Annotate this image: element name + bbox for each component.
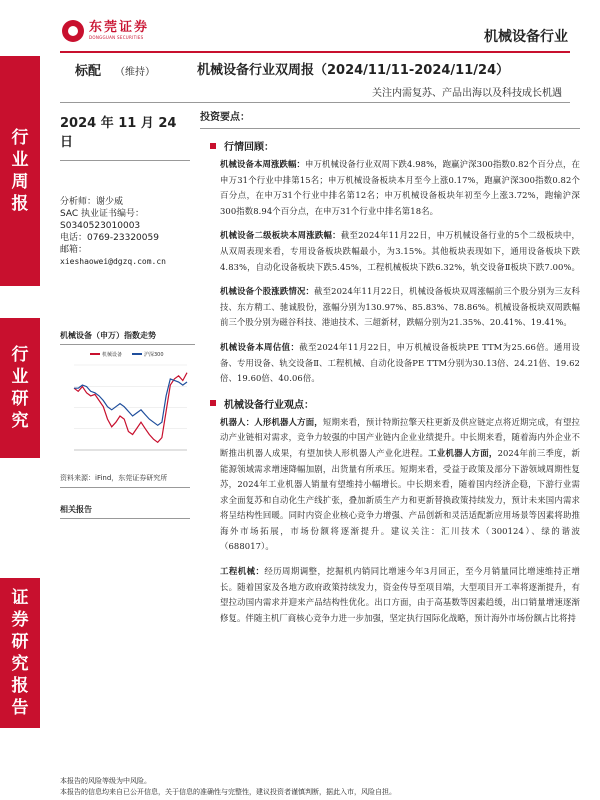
para-lead: 机械设备二级板块本周涨跌幅： [220,230,341,241]
band-char: 究 [11,654,29,674]
industry-tag: 机械设备行业 [484,29,568,45]
legend-label: 沪深300 [144,352,164,358]
legend-label: 机械设备 [102,352,123,358]
logo-name-cn: 东莞证券 [89,20,150,35]
title-divider [60,102,570,103]
paragraph-subsector-change [220,228,580,275]
left-column [60,108,190,268]
paragraph-construction-machinery [220,564,580,626]
section-title: 行情回顾： [224,142,274,153]
report-date: 2024 年 11 月 24 日 [60,116,177,150]
chart-source: 资料来源：iFind，东莞证券研究所 [60,474,168,482]
disclaimer-line: 本报告的风险等级为中风险。 [60,777,151,785]
analyst-info [60,196,190,268]
company-logo [62,20,149,42]
band-char: 周 [11,172,29,192]
paragraph-valuation [220,340,580,387]
para-lead: 机械设备本周估值： [220,341,300,352]
band-char: 业 [11,150,29,170]
source-divider [60,487,190,488]
side-band-industry-research [0,318,40,458]
related-reports-heading: 相关报告 [60,505,92,514]
band-char: 研 [11,632,29,652]
paragraph-robots [220,415,580,555]
band-char: 业 [11,367,29,387]
band-char: 报 [11,676,29,696]
main-content [200,108,580,626]
bullet-square-icon [210,143,216,149]
section-title: 机械设备行业观点： [224,399,314,411]
logo-mark-icon [62,20,84,42]
chart-title: 机械设备（申万）指数走势 [60,330,195,345]
side-band-weekly-report [0,56,40,286]
side-band-securities-report [0,578,40,728]
para-lead: 机械设备本周涨跌幅： [220,159,306,169]
disclaimer-line: 本报告的信息均来自已公开信息，关于信息的准确性与完整性，建议投资者谨慎判断，据此入市，风险自担。 [60,788,396,796]
paragraph-stock-moves [220,284,580,331]
para-lead: 机械设备个股涨跌情况： [220,286,315,297]
analyst-sac-number: S0340523010003 [60,221,141,231]
report-title: 机械设备行业双周报（2024/11/11-2024/11/24） [197,63,510,78]
investment-highlights-heading: 投资要点： [200,108,580,129]
rating-status: （维持） [115,67,156,78]
header-divider [60,51,570,53]
para-lead: 工程机械： [220,566,265,577]
band-char: 报 [11,194,29,214]
bullet-square-icon [210,400,216,406]
rating [75,60,155,79]
para-lead: 工业机器人方面， [428,447,498,458]
related-divider [60,518,190,519]
band-char: 研 [11,389,29,409]
analyst-email-label: 邮箱： [60,245,88,255]
para-body: 2024年前三季度，新能源领域需求增速降幅加剧，出货量有所承压。短期来看，受益于政策及部分下游领域周期性复苏，2024年工业机器人销量有望维持小幅增长。中长期来看，随着国内经济企稳，下游行业需求全面复苏和自动化生产线扩张，叠加新质生产力和更新替换政策持续发力，预计未来国内需求将呈结构性回暖。同时内资企业核心竞争力增强、产品创新和灵活适配新应用场景等因素将助推海外市场拓展，市场份额将逐渐提升。建议关注：汇川技术（300124）、绿的谐波（688017）。 [220,447,580,552]
date-divider [60,160,190,161]
risk-disclaimer [60,776,396,798]
band-char: 券 [11,610,29,630]
analyst-name: 分析师：谢少威 [60,197,124,207]
band-char: 告 [11,698,29,718]
para-body: 截至2024年11月22日，机械设备板块双周涨幅前三个股分别为三友科技、东方精工、驰诚股份，涨幅分别为130.97%、85.83%、78.86%。机械设备板块双周跌幅前三个股分别为磁谷科技、港迪技术、三超新材，跌幅分别为21.35%、20.41%、19.41%。 [220,286,580,328]
analyst-sac-label: SAC 执业证书编号： [60,209,145,219]
analyst-phone: 电话：0769-23320059 [60,233,159,243]
section-industry-views [200,396,580,411]
rating-label: 标配 [75,64,102,79]
para-body: 截至2024年11月22日，申万机械设备板块PE TTM为25.66倍。通用设备、专用设备、轨交设备Ⅱ、工程机械、自动化设备PE TTM分别为30.13倍、24.21倍、19.62倍、19.60倍、40.06倍。 [220,341,580,384]
paragraph-weekly-change [220,157,580,219]
para-body: 短期来看，预计特斯拉擎天柱更新及供应链定点将近期完成，有望拉动产业链相对需求，竞争力较强的中国产业链内企业业绩提升。中长期来看，随着海内外企业不断推出机器人成果，有望加快人形机器人产业化进程。 [220,416,581,458]
section-market-review [200,138,580,153]
para-body: 截至2024年11月22日，申万机械设备行业的5个二级板块中，从双周表现来看，专用设备板块跌幅最小，为3.15%。其他板块表现如下，通用设备板块下跌4.83%，自动化设备板块下跌5.45%，工程机械板块下跌6.32%，轨交设备Ⅱ板块下跌7.00%。 [220,230,580,272]
band-char: 行 [11,345,29,365]
index-chart [60,330,195,474]
analyst-email[interactable]: xieshaowei@dgzq.com.cn [60,257,166,266]
band-char: 究 [11,411,29,431]
report-subtitle: 关注内需复苏、产品出海以及科技成长机遇 [372,88,562,99]
band-char: 行 [11,128,29,148]
page-header [0,0,600,58]
logo-name-en: DONGGUAN SECURITIES [89,35,144,40]
index-chart-svg [60,345,195,470]
para-lead: 机器人：人形机器人方面， [220,416,323,427]
para-body: 申万机械设备行业双周下跌4.98%，跑赢沪深300指数0.82个百分点，在申万31个行业中排第15名；申万机械设备板块本月至今上涨0.17%，跑赢沪深300指数0.82个百分点，在申万31个行业中排名第12名；申万机械设备板块年初至今上涨3.72%，跑输沪深300指数8.94个百分点，在申万31个行业中排名第18名。 [220,159,581,216]
para-body: 经历周期调整，挖掘机内销同比增速今年3月回正，至今月销量同比增速维持正增长。随着国家及各地方政府政策持续发力，资金传导至项目端，大型项目开工率将逐渐提升，有望拉动国内需求并迎来产品结构性优化。出口方面，由于高基数等因素趋缓，出口销量增速逐渐修复。伴随主机厂商核心竞争力进一步加强，坚定执行国际化战略，预计海外市场份额占比将持 [220,566,580,623]
band-char: 证 [11,588,29,608]
